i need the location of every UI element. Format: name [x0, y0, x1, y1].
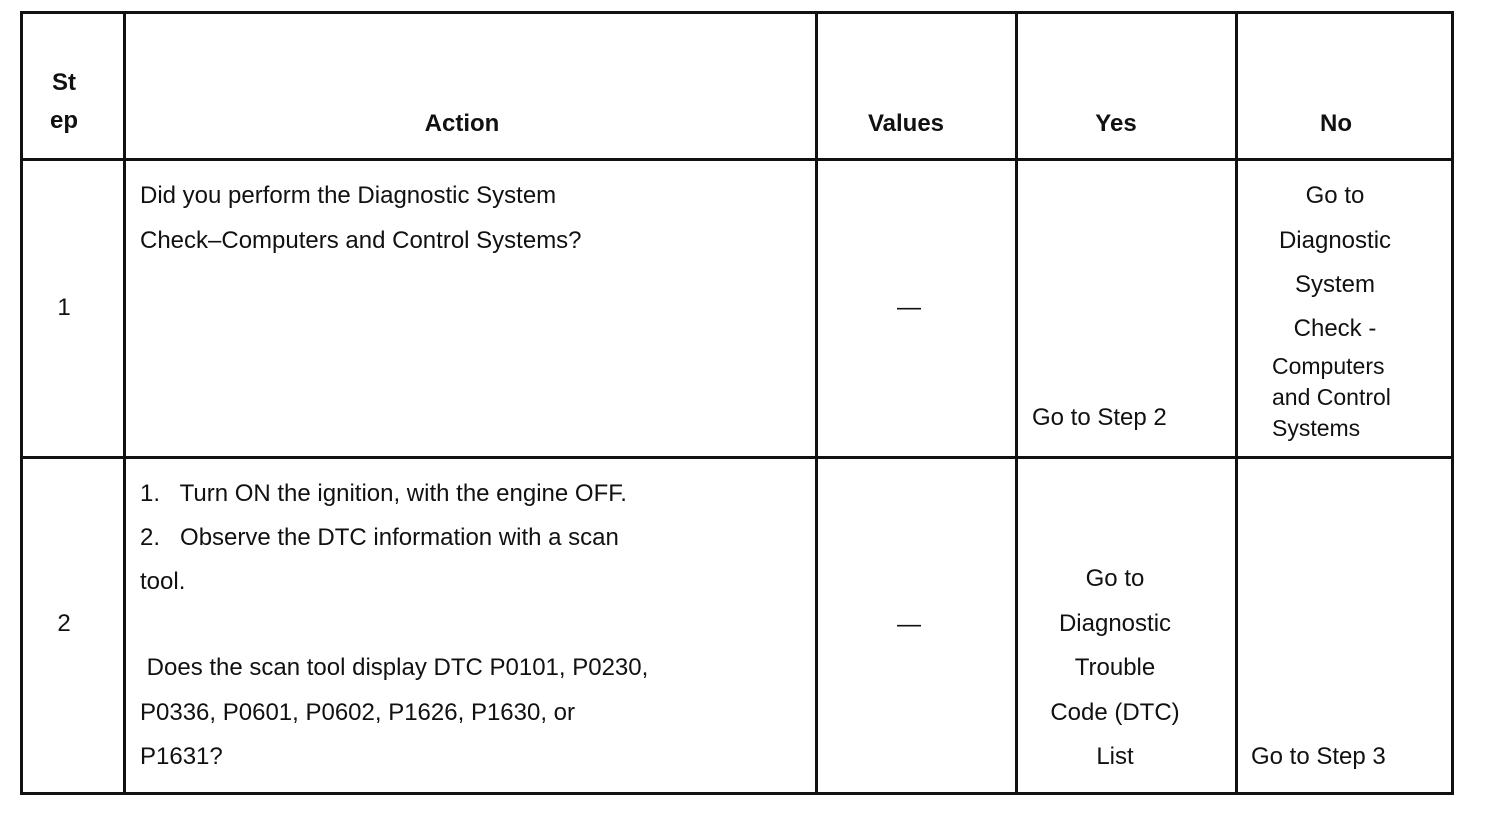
row-divider — [23, 456, 1451, 459]
row2-yes-line1: Go to — [1085, 565, 1145, 592]
row2-yes-line5: List — [1096, 743, 1134, 770]
row2-action-line4: Does the scan tool display DTC P0101, P0230, — [140, 654, 649, 681]
header-step — [23, 64, 105, 140]
row1-yes: Go to Step 2 — [1032, 404, 1167, 431]
row2-value: — — [897, 611, 921, 638]
header-yes: Yes — [1095, 110, 1137, 137]
row2-step: 2 — [57, 610, 71, 637]
row1-no-line7: Systems — [1272, 415, 1361, 441]
row1-no-line2: Diagnostic — [1278, 227, 1392, 254]
row1-value: — — [897, 294, 921, 321]
header-action: Action — [424, 110, 500, 137]
row2-action-line6: P1631? — [140, 743, 223, 770]
row1-no-line5: Computers — [1272, 353, 1385, 379]
header-no: No — [1320, 110, 1352, 137]
row1-action-line1: Did you perform the Diagnostic System — [140, 182, 557, 209]
header-step-line1: St — [52, 69, 76, 96]
row2-yes-line4: Code (DTC) — [1050, 699, 1180, 726]
row2-no: Go to Step 3 — [1251, 743, 1386, 770]
header-values: Values — [867, 110, 945, 137]
row1-step: 1 — [57, 294, 71, 321]
row2-action-line2: 2. Observe the DTC information with a scan — [140, 524, 619, 551]
row1-no-line3: System — [1294, 271, 1375, 298]
row2-yes-line3: Trouble — [1074, 654, 1156, 681]
row1-no-line1: Go to — [1305, 182, 1365, 209]
row2-yes-line2: Diagnostic — [1058, 610, 1172, 637]
row1-action-line2: Check–Computers and Control Systems? — [140, 227, 582, 254]
row1-no-line4: Check - — [1293, 315, 1377, 342]
header-step-line2: ep — [49, 107, 78, 134]
row-divider — [23, 158, 1451, 161]
row2-action-line3: tool. — [140, 568, 186, 595]
row2-action-line5: P0336, P0601, P0602, P1626, P1630, or — [140, 699, 576, 726]
row1-no-line6: and Control — [1272, 384, 1391, 410]
row2-action-line1: 1. Turn ON the ignition, with the engine OFF. — [140, 480, 627, 507]
